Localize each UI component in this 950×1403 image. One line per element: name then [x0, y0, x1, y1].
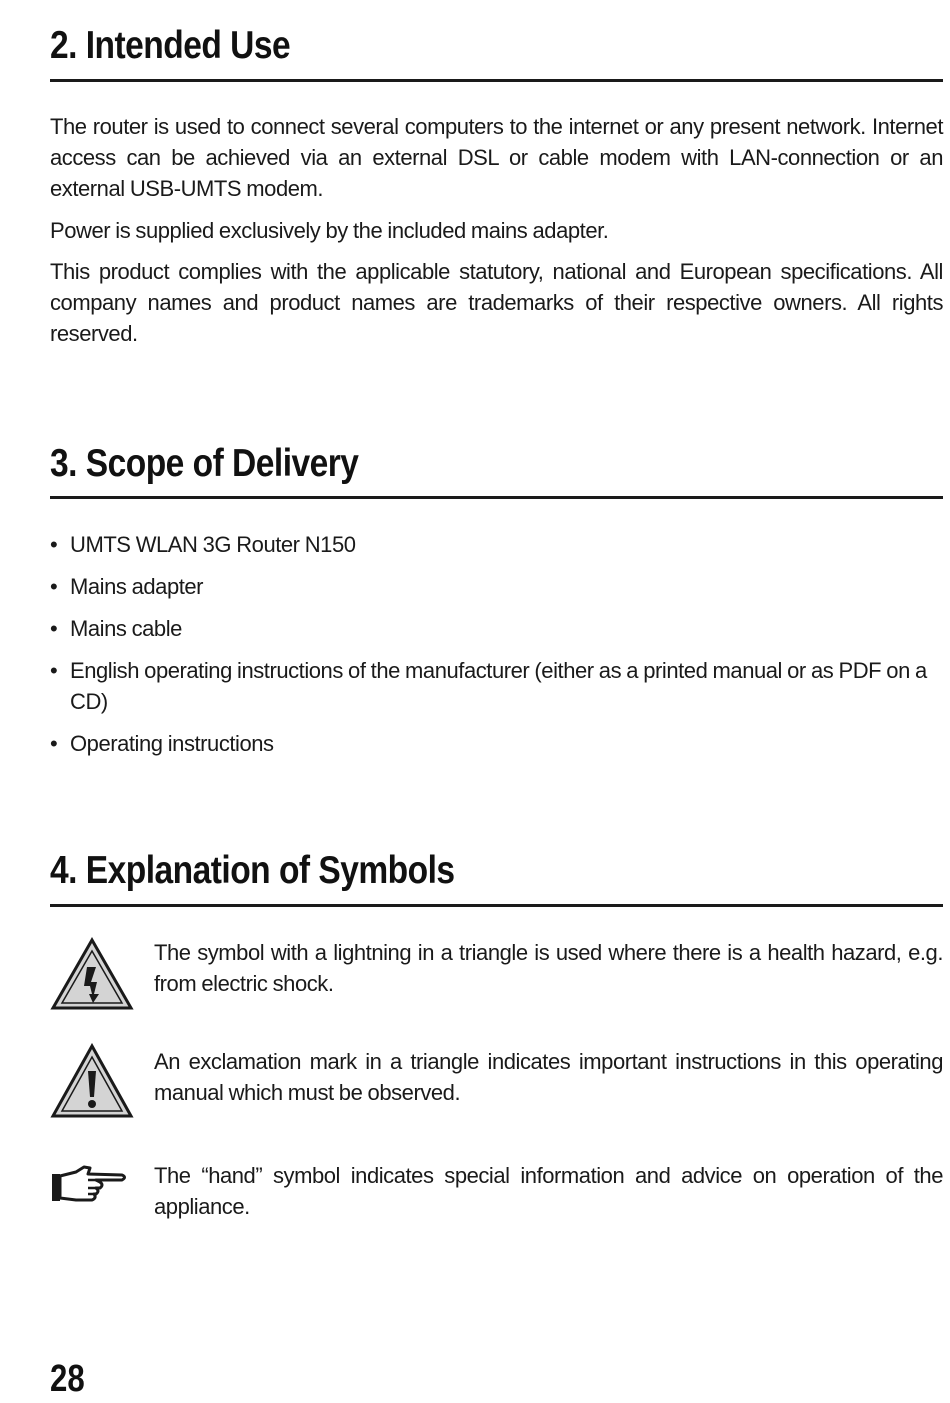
exclamation-triangle-icon	[50, 1043, 134, 1119]
bullet-dot: •	[50, 616, 58, 641]
list-item	[50, 655, 943, 717]
pointing-hand-icon	[50, 1163, 130, 1213]
list-item	[50, 613, 943, 644]
list-item-text: UMTS WLAN 3G Router N150	[70, 532, 356, 557]
section-title-scope-of-delivery: 3. Scope of Delivery	[50, 442, 359, 485]
intended-use-paragraph: The router is used to connect several computers to the internet or any present network. Internet access can be achieved via an external DSL or cable modem with LAN-connection or an external USB-UMTS modem.	[50, 114, 943, 201]
symbol-row-lightning	[50, 937, 943, 1017]
hand-symbol-description: The “hand” symbol indicates special information and advice on operation of the appliance.	[154, 1163, 943, 1219]
bullet-dot: •	[50, 574, 58, 599]
bullet-dot: •	[50, 658, 58, 683]
list-item-text: Operating instructions	[70, 731, 274, 756]
section-title-explanation-of-symbols: 4. Explanation of Symbols	[50, 849, 455, 892]
symbol-row-exclamation	[50, 1043, 943, 1123]
section-title-intended-use: 2. Intended Use	[50, 24, 291, 67]
bullet-dot: •	[50, 532, 58, 557]
compliance-paragraph: This product complies with the applicable statutory, national and European specifications. All company names and product names are trademarks of their respective owners. All rights reserved.	[50, 259, 943, 346]
page-number: 28	[50, 1358, 85, 1400]
delivery-list	[50, 529, 943, 770]
list-item-text: Mains cable	[70, 616, 182, 641]
symbol-row-hand	[50, 1160, 943, 1230]
exclamation-symbol-description: An exclamation mark in a triangle indicates important instructions in this operating manual which must be observed.	[154, 1049, 943, 1105]
section-divider	[50, 79, 943, 82]
list-item	[50, 529, 943, 560]
list-item-text: Mains adapter	[70, 574, 204, 599]
list-item	[50, 571, 943, 602]
section-divider	[50, 496, 943, 499]
manual-page	[50, 0, 943, 1403]
bullet-dot: •	[50, 731, 58, 756]
list-item-text: English operating instructions of the manufacturer (either as a printed manual or as PDF on a CD)	[70, 658, 927, 714]
lightning-triangle-icon	[50, 937, 134, 1011]
lightning-symbol-description: The symbol with a lightning in a triangle is used where there is a health hazard, e.g. from electric shock.	[154, 940, 943, 996]
section-divider	[50, 904, 943, 907]
list-item	[50, 728, 943, 759]
power-supply-paragraph: Power is supplied exclusively by the included mains adapter.	[50, 218, 609, 243]
